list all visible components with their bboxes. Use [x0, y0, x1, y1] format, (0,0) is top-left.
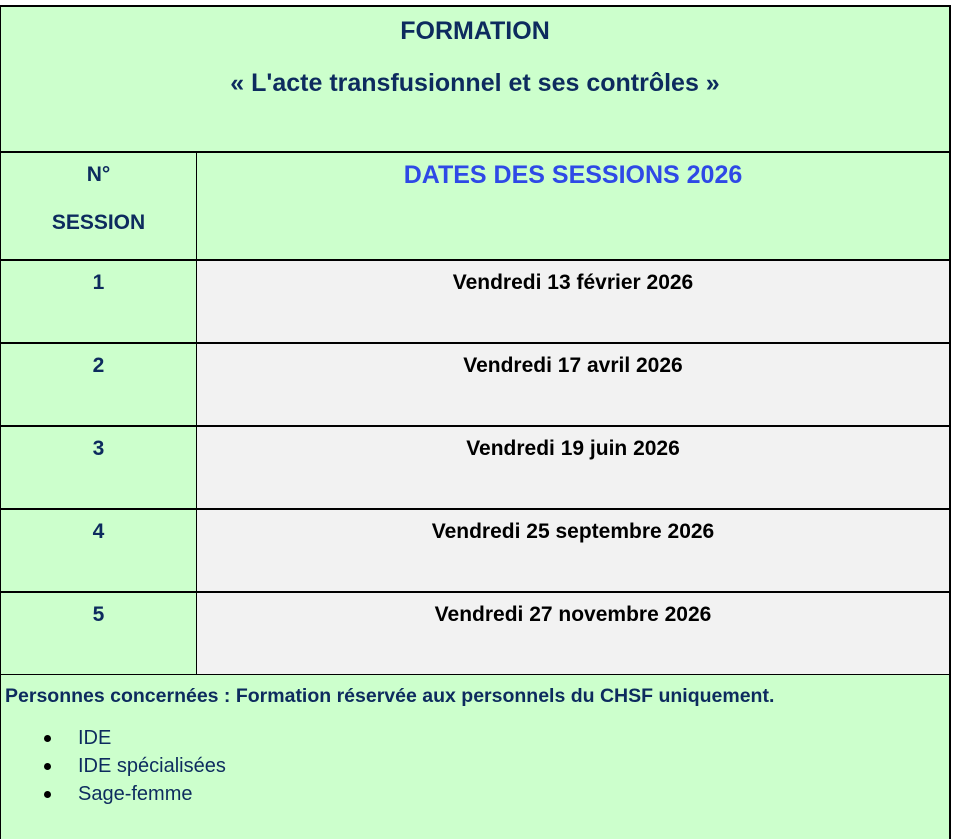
header-row: [1, 152, 951, 260]
session-number-cell: [1, 592, 197, 675]
session-number-header-line1: N°: [86, 163, 111, 186]
title-row: [1, 6, 951, 152]
session-date-cell: [197, 260, 951, 343]
dates-header-label: DATES DES SESSIONS 2026: [403, 161, 743, 189]
session-number: 4: [92, 520, 105, 543]
session-row: [1, 426, 951, 509]
bullet-icon: [44, 791, 51, 798]
session-number: 5: [92, 603, 105, 626]
session-number-header-line2: SESSION: [51, 211, 146, 234]
bullet-icon: [44, 763, 51, 770]
title-cell: [1, 6, 951, 152]
training-name: « L'acte transfusionnel et ses contrôles »: [230, 69, 720, 97]
session-date-cell: [197, 509, 951, 592]
session-number: 1: [92, 271, 105, 294]
session-number-cell: [1, 343, 197, 426]
audience-list: [1, 724, 949, 808]
dates-header: [197, 152, 951, 260]
doc-title: FORMATION: [400, 17, 550, 45]
audience-cell: [1, 675, 951, 839]
audience-title: Personnes concernées : Formation réservée aux personnels du CHSF uniquement.: [5, 685, 775, 707]
session-row: [1, 509, 951, 592]
session-number-cell: [1, 509, 197, 592]
session-number: 2: [92, 354, 105, 377]
session-date: Vendredi 17 avril 2026: [463, 354, 683, 377]
session-date: Vendredi 19 juin 2026: [466, 437, 680, 460]
session-date: Vendredi 25 septembre 2026: [431, 520, 715, 543]
session-number-cell: [1, 260, 197, 343]
footer-row: [1, 675, 951, 839]
audience-item-label: IDE spécialisées: [78, 755, 226, 777]
bullet-icon: [44, 735, 51, 742]
session-number-cell: [1, 426, 197, 509]
session-date: Vendredi 27 novembre 2026: [434, 603, 712, 626]
list-item: [1, 724, 949, 752]
audience-item-label: Sage-femme: [78, 783, 193, 805]
training-schedule-table: [0, 5, 951, 839]
session-row: [1, 592, 951, 675]
session-date-cell: [197, 343, 951, 426]
session-row: [1, 260, 951, 343]
session-row: [1, 343, 951, 426]
session-date-cell: [197, 592, 951, 675]
session-number-header: [1, 152, 197, 260]
session-date: Vendredi 13 février 2026: [452, 271, 694, 294]
session-date-cell: [197, 426, 951, 509]
audience-item-label: IDE: [78, 727, 112, 749]
list-item: [1, 752, 949, 780]
session-number: 3: [92, 437, 105, 460]
list-item: [1, 780, 949, 808]
